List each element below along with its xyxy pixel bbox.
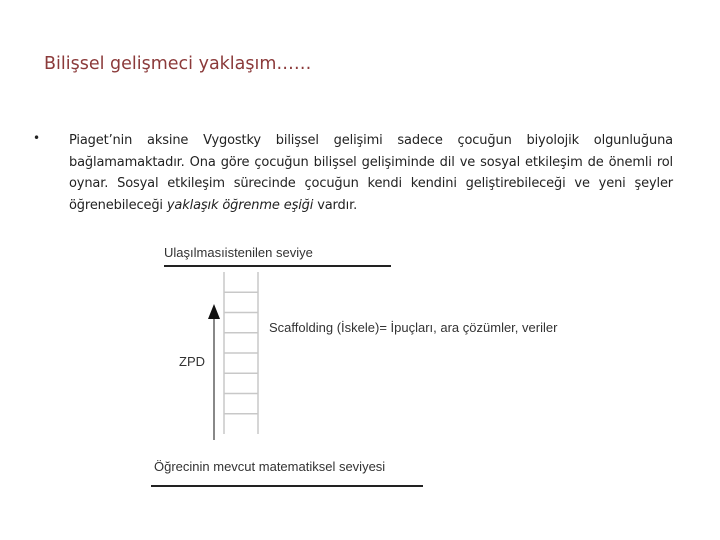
current-level-label: Öğrecinin mevcut matematiksel seviyesi	[154, 459, 386, 474]
scaffolding-label: Scaffolding (İskele)= İpuçları, ara çözümler, veriler	[269, 320, 558, 335]
paragraph-italic-term: yaklaşık öğrenme eşiği	[166, 197, 314, 213]
zpd-arrow-head	[208, 304, 220, 319]
paragraph-text: Piaget’nin aksine Vygostky bilişsel gelişimi sadece çocuğun biyolojik olgunluğuna bağlamamaktadır. Ona göre çocuğun bilişsel gelişiminde dil ve sosyal etkileşim de önemli rol oynar. Sosyal etkileşim sürecinde çocuğun kendi kendini geliştirebileceği ve yeni şeyler öğrenebileceği	[69, 133, 673, 213]
slide-title: Bilişsel gelişmeci yaklaşım……	[44, 54, 312, 74]
bullet-marker: •	[33, 131, 41, 145]
paragraph-text-end: vardır.	[313, 197, 358, 213]
body-paragraph	[69, 130, 673, 216]
target-level-label: Ulaşılmasıistenilen seviye	[164, 245, 313, 260]
zpd-label: ZPD	[179, 354, 205, 369]
ladder	[224, 272, 258, 434]
